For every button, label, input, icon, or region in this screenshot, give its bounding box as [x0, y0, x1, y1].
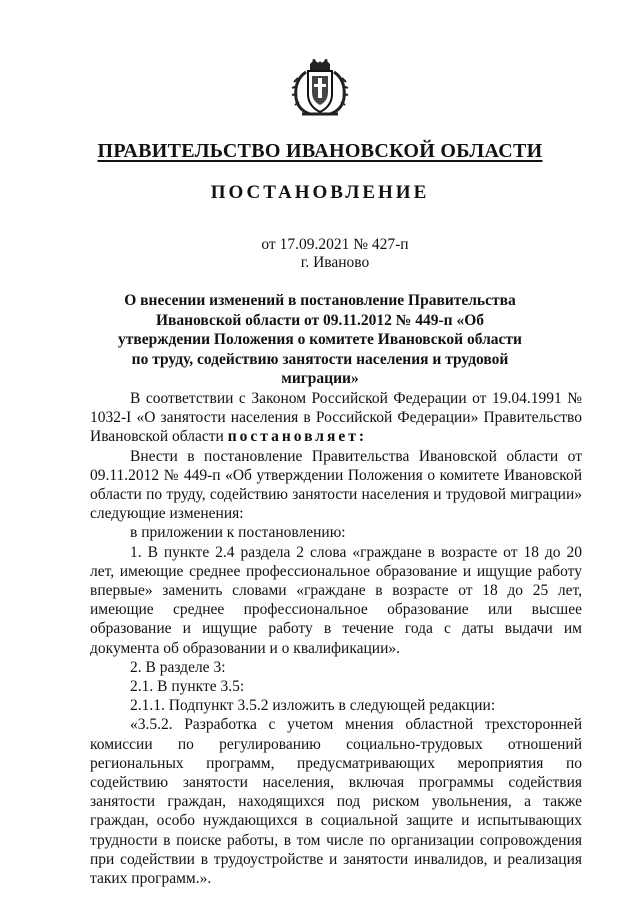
paragraph: 2.1. В пункте 3.5: — [130, 678, 245, 696]
government-title: ПРАВИТЕЛЬСТВО ИВАНОВСКОЙ ОБЛАСТИ — [97, 140, 543, 162]
paragraph: 2.1.1. Подпункт 3.5.2 изложить в следующей редакции: — [130, 697, 496, 715]
decree-city: г. Иваново — [300, 254, 370, 271]
coat-of-arms-icon — [288, 58, 352, 118]
paragraph: «3.5.2. Разработка с учетом мнения областной трехсторонней комиссии по регулированию социально-трудовых отношений региональных программ, предусматривающих мероприятия по содействию занятости населения, включая программы содействия занятости граждан, находящихся под риском увольнения, а также граждан, особо нуждающихся в социальной защите и испытывающих трудности в поиске работы, в том числе по организации сопровождения при содействии в трудоустройстве и занятости инвалидов, и реализация таких программ.». — [90, 716, 582, 888]
paragraph-text: В соответствии с Законом Российской Федерации от 19.04.1991 № 1032-I «О занятости населения в Российской Федерации» Правительство Ивановской области — [90, 390, 582, 446]
paragraph: Внести в постановление Правительства Ивановской области от 09.11.2012 № 449-п «Об утверждении Положения о комитете Ивановской области по труду, содействию занятости населения и трудовой миграции» следующие изменения: — [90, 447, 582, 523]
decree-subject: О внесении изменений в постановление Правительства Ивановской области от 09.11.2012 № 449-п «Об утверждении Положения о комитете Ивановской области по труду, содействию занятости населения и трудовой миграции» — [118, 292, 522, 387]
decree-date-number: от 17.09.2021 № 427-п — [261, 236, 409, 253]
paragraph — [90, 389, 582, 447]
document-body — [90, 389, 582, 888]
paragraph: 1. В пункте 2.4 раздела 2 слова «граждане в возрасте от 18 до 20 лет, имеющие среднее профессиональное образование и ищущие работу впервые» заменить словами «граждане в возрасте от 18 до 25 лет, имеющие среднее профессиональное образование или высшее образование и ищущие работу в течение года с даты выдачи им документа об образовании и о квалификации». — [90, 543, 582, 657]
paragraph: 2. В разделе 3: — [130, 658, 226, 676]
paragraph: в приложении к постановлению: — [130, 524, 346, 542]
document-type: ПОСТАНОВЛЕНИЕ — [210, 182, 430, 203]
decree-keyword: постановляет: — [227, 428, 368, 446]
